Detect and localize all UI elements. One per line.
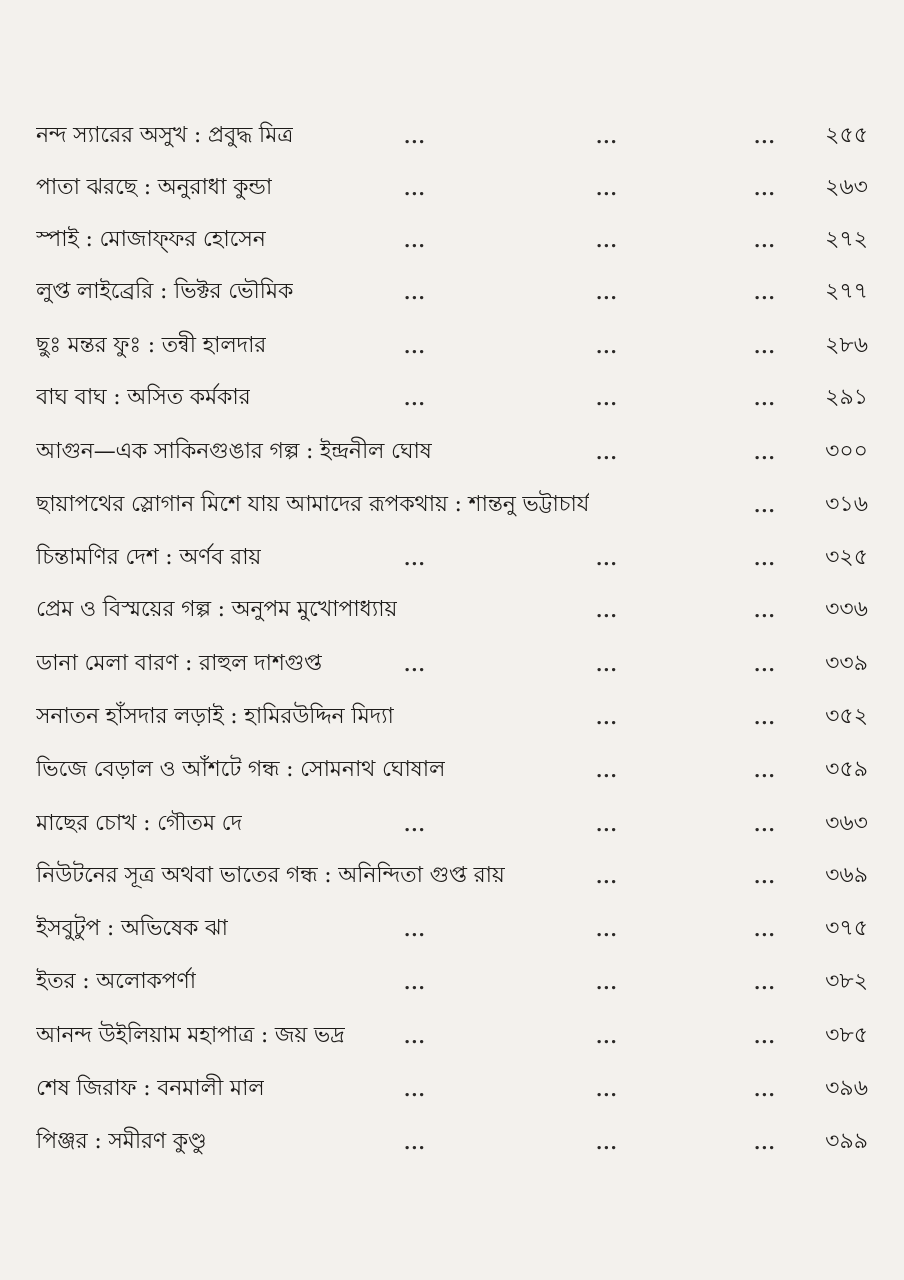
leader-dots: ... [404,1080,426,1101]
leader-dots: ... [754,231,776,252]
leader-dots: ... [596,283,618,304]
page-number: ৩৯৬ [825,1076,868,1101]
toc-entry [0,214,904,266]
page-number: ৩৫২ [825,704,868,729]
leader-dots: ... [596,815,618,836]
story-title-author: স্পাই : মোজাফ্ফর হোসেন [36,227,266,252]
leader-dots: ... [754,283,776,304]
toc-entry [0,903,904,955]
leader-dots: ... [404,973,426,994]
story-title-author: ছায়াপথের স্লোগান মিশে যায় আমাদের রূপকথায় : শান্তনু ভট্টাচার্য [36,492,590,517]
leader-dots: ... [754,496,776,517]
leader-dots: ... [404,337,426,358]
page-number: ৩৩৯ [825,651,868,676]
toc-entry [0,744,904,796]
leader-dots: ... [754,1027,776,1048]
leader-dots: ... [404,920,426,941]
story-title-author: মাছের চোখ : গৌতম দে [36,811,242,836]
story-title-author: পিঞ্জর : সমীরণ কুণ্ডু [36,1129,207,1154]
story-title-author: নিউটনের সূত্র অথবা ভাতের গন্ধ : অনিন্দিতা গুপ্ত রায় [36,863,505,888]
story-title-author: পাতা ঝরছে : অনুরাধা কুন্ডা [36,175,273,200]
leader-dots: ... [596,1080,618,1101]
leader-dots: ... [754,601,776,622]
page-number: ৩৬৩ [825,811,868,836]
page-number: ২৯১ [825,385,868,410]
leader-dots: ... [404,389,426,410]
toc-entry [0,110,904,162]
leader-dots: ... [754,920,776,941]
page-number: ৩৮২ [825,969,868,994]
leader-dots: ... [596,708,618,729]
toc-entry [0,1116,904,1168]
leader-dots: ... [754,1133,776,1154]
leader-dots: ... [404,1027,426,1048]
story-title-author: ভিজে বেড়াল ও আঁশটে গন্ধ : সোমনাথ ঘোষাল [36,757,446,782]
toc-entry [0,798,904,850]
leader-dots: ... [596,389,618,410]
story-title-author: শেষ জিরাফ : বনমালী মাল [36,1076,265,1101]
story-title-author: আগুন—এক সাকিনগুঙার গল্প : ইন্দ্রনীল ঘোষ [36,439,432,464]
page-number: ৩৯৯ [825,1129,868,1154]
leader-dots: ... [404,179,426,200]
toc-entry [0,956,904,1008]
leader-dots: ... [754,1080,776,1101]
leader-dots: ... [596,337,618,358]
leader-dots: ... [404,231,426,252]
page-number: ৩৫৯ [825,757,868,782]
toc-entry [0,532,904,584]
toc-entry [0,162,904,214]
leader-dots: ... [754,867,776,888]
leader-dots: ... [754,708,776,729]
toc-entry [0,691,904,743]
toc-entry [0,266,904,318]
leader-dots: ... [754,127,776,148]
toc-entry [0,479,904,531]
page-number: ৩২৫ [825,545,868,570]
leader-dots: ... [404,815,426,836]
leader-dots: ... [404,1133,426,1154]
leader-dots: ... [754,549,776,570]
toc-entry [0,1063,904,1115]
story-title-author: ছুঃ মন্তর ফুঃ : তন্বী হালদার [36,333,267,358]
leader-dots: ... [404,283,426,304]
page-number: ২৬৩ [825,175,868,200]
toc-entry [0,320,904,372]
page-number: ২৭৭ [825,279,868,304]
toc-entry [0,372,904,424]
toc-entry [0,426,904,478]
story-title-author: লুপ্ত লাইব্রেরি : ভিক্টর ভৌমিক [36,279,294,304]
page-number: ৩৭৫ [825,916,868,941]
leader-dots: ... [404,549,426,570]
page-number: ৩৬৯ [825,863,868,888]
story-title-author: চিন্তামণির দেশ : অর্ণব রায় [36,545,262,570]
story-title-author: প্রেম ও বিস্ময়ের গল্প : অনুপম মুখোপাধ্যায় [36,597,398,622]
leader-dots: ... [596,655,618,676]
page-number: ৩১৬ [825,492,868,517]
leader-dots: ... [754,815,776,836]
leader-dots: ... [596,867,618,888]
leader-dots: ... [754,443,776,464]
leader-dots: ... [596,761,618,782]
page-number: ৩০০ [825,439,868,464]
leader-dots: ... [404,127,426,148]
story-title-author: ইসবুটুপ : অভিষেক ঝা [36,916,228,941]
toc-entry [0,584,904,636]
leader-dots: ... [596,973,618,994]
page-number: ২৫৫ [825,123,868,148]
story-title-author: ইতর : অলোকপর্ণা [36,969,196,994]
story-title-author: আনন্দ উইলিয়াম মহাপাত্র : জয় ভদ্র [36,1023,345,1048]
story-title-author: ডানা মেলা বারণ : রাহুল দাশগুপ্ত [36,651,322,676]
leader-dots: ... [754,973,776,994]
leader-dots: ... [754,179,776,200]
leader-dots: ... [754,337,776,358]
toc-entry [0,850,904,902]
page-number: ২৮৬ [825,333,868,358]
leader-dots: ... [754,389,776,410]
leader-dots: ... [596,231,618,252]
leader-dots: ... [596,920,618,941]
page-number: ৩৩৬ [825,597,868,622]
leader-dots: ... [596,179,618,200]
page-number: ৩৮৫ [825,1023,868,1048]
leader-dots: ... [754,655,776,676]
story-title-author: বাঘ বাঘ : অসিত কর্মকার [36,385,251,410]
leader-dots: ... [754,761,776,782]
toc-entry [0,1010,904,1062]
leader-dots: ... [596,601,618,622]
story-title-author: সনাতন হাঁসদার লড়াই : হামিরউদ্দিন মিদ্যা [36,704,394,729]
leader-dots: ... [596,549,618,570]
leader-dots: ... [404,655,426,676]
leader-dots: ... [596,127,618,148]
story-title-author: নন্দ স্যারের অসুখ : প্রবুদ্ধ মিত্র [36,123,294,148]
leader-dots: ... [596,443,618,464]
leader-dots: ... [596,1133,618,1154]
page-number: ২৭২ [825,227,868,252]
toc-entry [0,638,904,690]
leader-dots: ... [596,1027,618,1048]
